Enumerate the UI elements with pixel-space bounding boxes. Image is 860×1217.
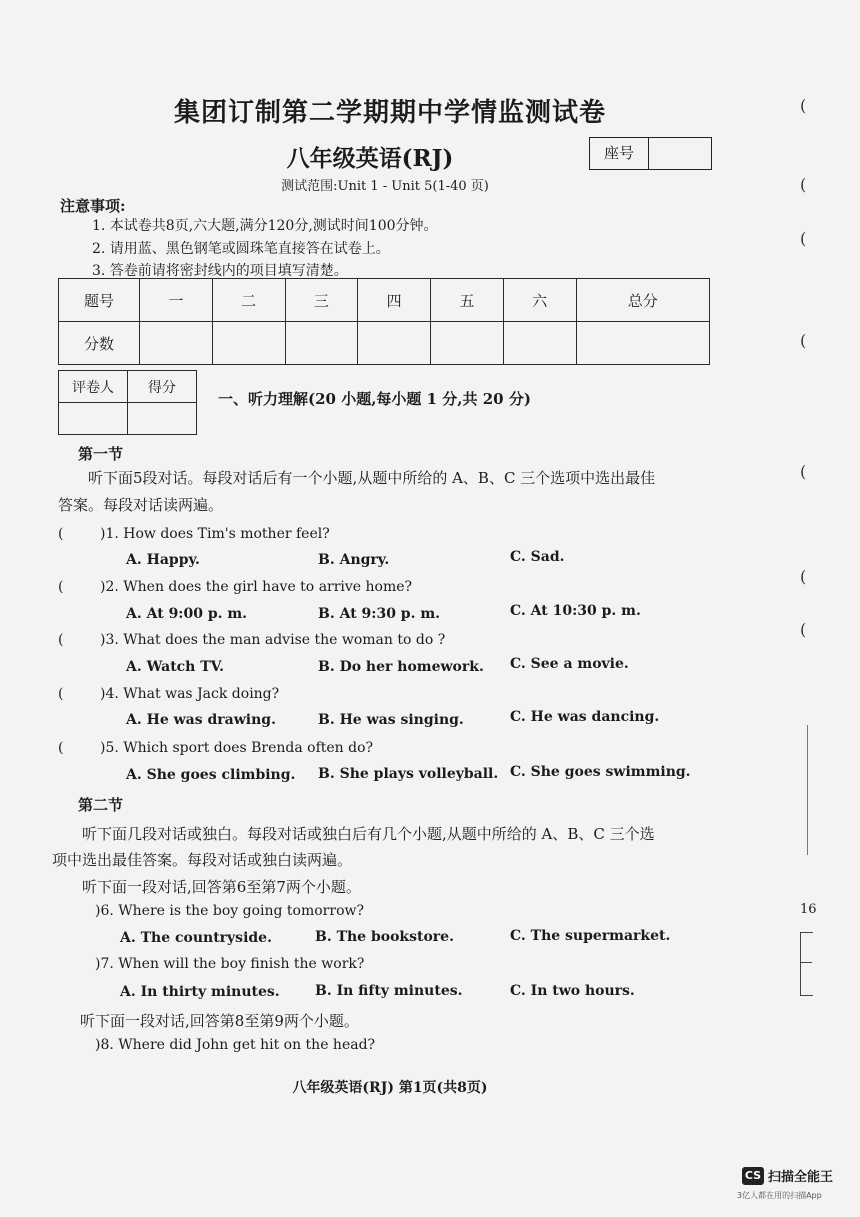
option-a: A. Watch TV. xyxy=(126,659,224,675)
margin-paren: ( xyxy=(800,620,807,639)
score-table-col: 一 xyxy=(140,279,213,322)
option-a: A. He was drawing. xyxy=(126,712,276,728)
answer-paren: ( xyxy=(58,632,64,648)
option-c: C. At 10:30 p. m. xyxy=(510,603,641,619)
part-title: 第二节 xyxy=(78,796,124,814)
margin-paren: ( xyxy=(800,567,807,586)
score-table-col: 二 xyxy=(212,279,285,322)
margin-number: 16 xyxy=(800,902,817,917)
option-a: A. In thirty minutes. xyxy=(120,984,280,1000)
option-b: B. In fifty minutes. xyxy=(315,983,463,999)
score-cell xyxy=(285,322,358,365)
option-b: B. The bookstore. xyxy=(315,929,454,945)
seat-number-box xyxy=(589,137,712,170)
margin-paren: ( xyxy=(800,331,807,350)
score-cell xyxy=(140,322,213,365)
score-table-col: 五 xyxy=(431,279,504,322)
option-b: B. She plays volleyball. xyxy=(318,766,499,782)
margin-paren: ( xyxy=(800,462,807,481)
score-cell xyxy=(212,322,285,365)
option-b: B. At 9:30 p. m. xyxy=(318,606,441,622)
grader-label: 评卷人 xyxy=(59,371,128,403)
option-c: C. Sad. xyxy=(510,549,565,565)
section-heading: 一、听力理解(20 小题,每小题 1 分,共 20 分) xyxy=(218,390,531,408)
margin-paren: ( xyxy=(800,96,807,115)
score-table-col: 三 xyxy=(285,279,358,322)
grader-table xyxy=(58,370,197,435)
scanner-app-name: 扫描全能王 xyxy=(768,1170,834,1185)
score-table-label: 题号 xyxy=(59,279,140,322)
instruction-line: 答案。每段对话读两遍。 xyxy=(58,496,224,514)
option-c: C. She goes swimming. xyxy=(510,764,691,780)
answer-paren: ( xyxy=(58,740,64,756)
question-text: )7. When will the boy finish the work? xyxy=(95,956,365,972)
answer-paren: ( xyxy=(58,579,64,595)
question-text: )1. How does Tim's mother feel? xyxy=(100,526,330,542)
score-table-col: 总分 xyxy=(576,279,709,322)
question-text: )3. What does the man advise the woman to do ? xyxy=(100,632,446,648)
score-table-header-row xyxy=(59,279,710,322)
dialog-intro: 听下面一段对话,回答第6至第7两个小题。 xyxy=(82,878,361,896)
grader-cell xyxy=(59,403,128,435)
score-cell xyxy=(358,322,431,365)
instruction-line: 听下面几段对话或独白。每段对话或独白后有几个小题,从题中所给的 A、B、C 三个选 xyxy=(82,825,655,843)
answer-paren: ( xyxy=(58,526,64,542)
scanner-tagline: 3亿人都在用的扫描App xyxy=(737,1191,822,1200)
question-text: )2. When does the girl have to arrive home? xyxy=(100,579,413,595)
question-text: )4. What was Jack doing? xyxy=(100,686,280,702)
score-table xyxy=(58,278,710,365)
score-table-col: 四 xyxy=(358,279,431,322)
option-a: A. She goes climbing. xyxy=(126,767,296,783)
margin-paren: ( xyxy=(800,175,807,194)
margin-paren: ( xyxy=(800,229,807,248)
score-cell xyxy=(431,322,504,365)
dialog-intro: 听下面一段对话,回答第8至第9两个小题。 xyxy=(80,1012,359,1030)
option-c: C. He was dancing. xyxy=(510,709,660,725)
test-scope: 测试范围:Unit 1 - Unit 5(1-40 页) xyxy=(281,179,489,194)
score-table-label: 分数 xyxy=(59,322,140,365)
instruction-line: 项中选出最佳答案。每段对话或独白读两遍。 xyxy=(52,851,353,869)
score-cell xyxy=(576,322,709,365)
note-item: 2. 请用蓝、黑色钢笔或圆珠笔直接答在试卷上。 xyxy=(92,241,390,257)
exam-title: 集团订制第二学期期中学情监测试卷 xyxy=(173,98,606,128)
scanner-watermark xyxy=(742,1166,833,1185)
margin-bracket xyxy=(800,932,813,996)
score-table-score-row xyxy=(59,322,710,365)
seat-number-field xyxy=(649,138,711,169)
note-item: 3. 答卷前请将密封线内的项目填写清楚。 xyxy=(92,263,348,279)
margin-bracket-divider xyxy=(800,962,812,963)
option-c: C. See a movie. xyxy=(510,656,629,672)
option-c: C. In two hours. xyxy=(510,983,635,999)
option-a: A. Happy. xyxy=(126,552,200,568)
margin-line xyxy=(807,725,808,855)
notes-title: 注意事项: xyxy=(60,197,126,215)
option-b: B. Angry. xyxy=(318,552,390,568)
cs-logo-icon: CS xyxy=(742,1167,764,1185)
option-a: A. The countryside. xyxy=(120,930,272,946)
option-c: C. The supermarket. xyxy=(510,928,671,944)
option-a: A. At 9:00 p. m. xyxy=(126,606,248,622)
score-table-col: 六 xyxy=(503,279,576,322)
option-b: B. He was singing. xyxy=(318,712,464,728)
question-text: )5. Which sport does Brenda often do? xyxy=(100,740,374,756)
answer-paren: ( xyxy=(58,686,64,702)
note-item: 1. 本试卷共8页,六大题,满分120分,测试时间100分钟。 xyxy=(92,218,438,234)
seat-number-label: 座号 xyxy=(590,138,649,169)
page-footer: 八年级英语(RJ) 第1页(共8页) xyxy=(292,1080,488,1096)
part-title: 第一节 xyxy=(78,445,124,463)
option-b: B. Do her homework. xyxy=(318,659,484,675)
question-text: )6. Where is the boy going tomorrow? xyxy=(95,903,364,919)
instruction-line: 听下面5段对话。每段对话后有一个小题,从题中所给的 A、B、C 三个选项中选出最佳 xyxy=(88,469,656,487)
score-cell xyxy=(503,322,576,365)
question-text: )8. Where did John get hit on the head? xyxy=(95,1037,376,1053)
exam-subtitle: 八年级英语(RJ) xyxy=(286,145,454,172)
grader-score-cell xyxy=(128,403,197,435)
grader-score-label: 得分 xyxy=(128,371,197,403)
